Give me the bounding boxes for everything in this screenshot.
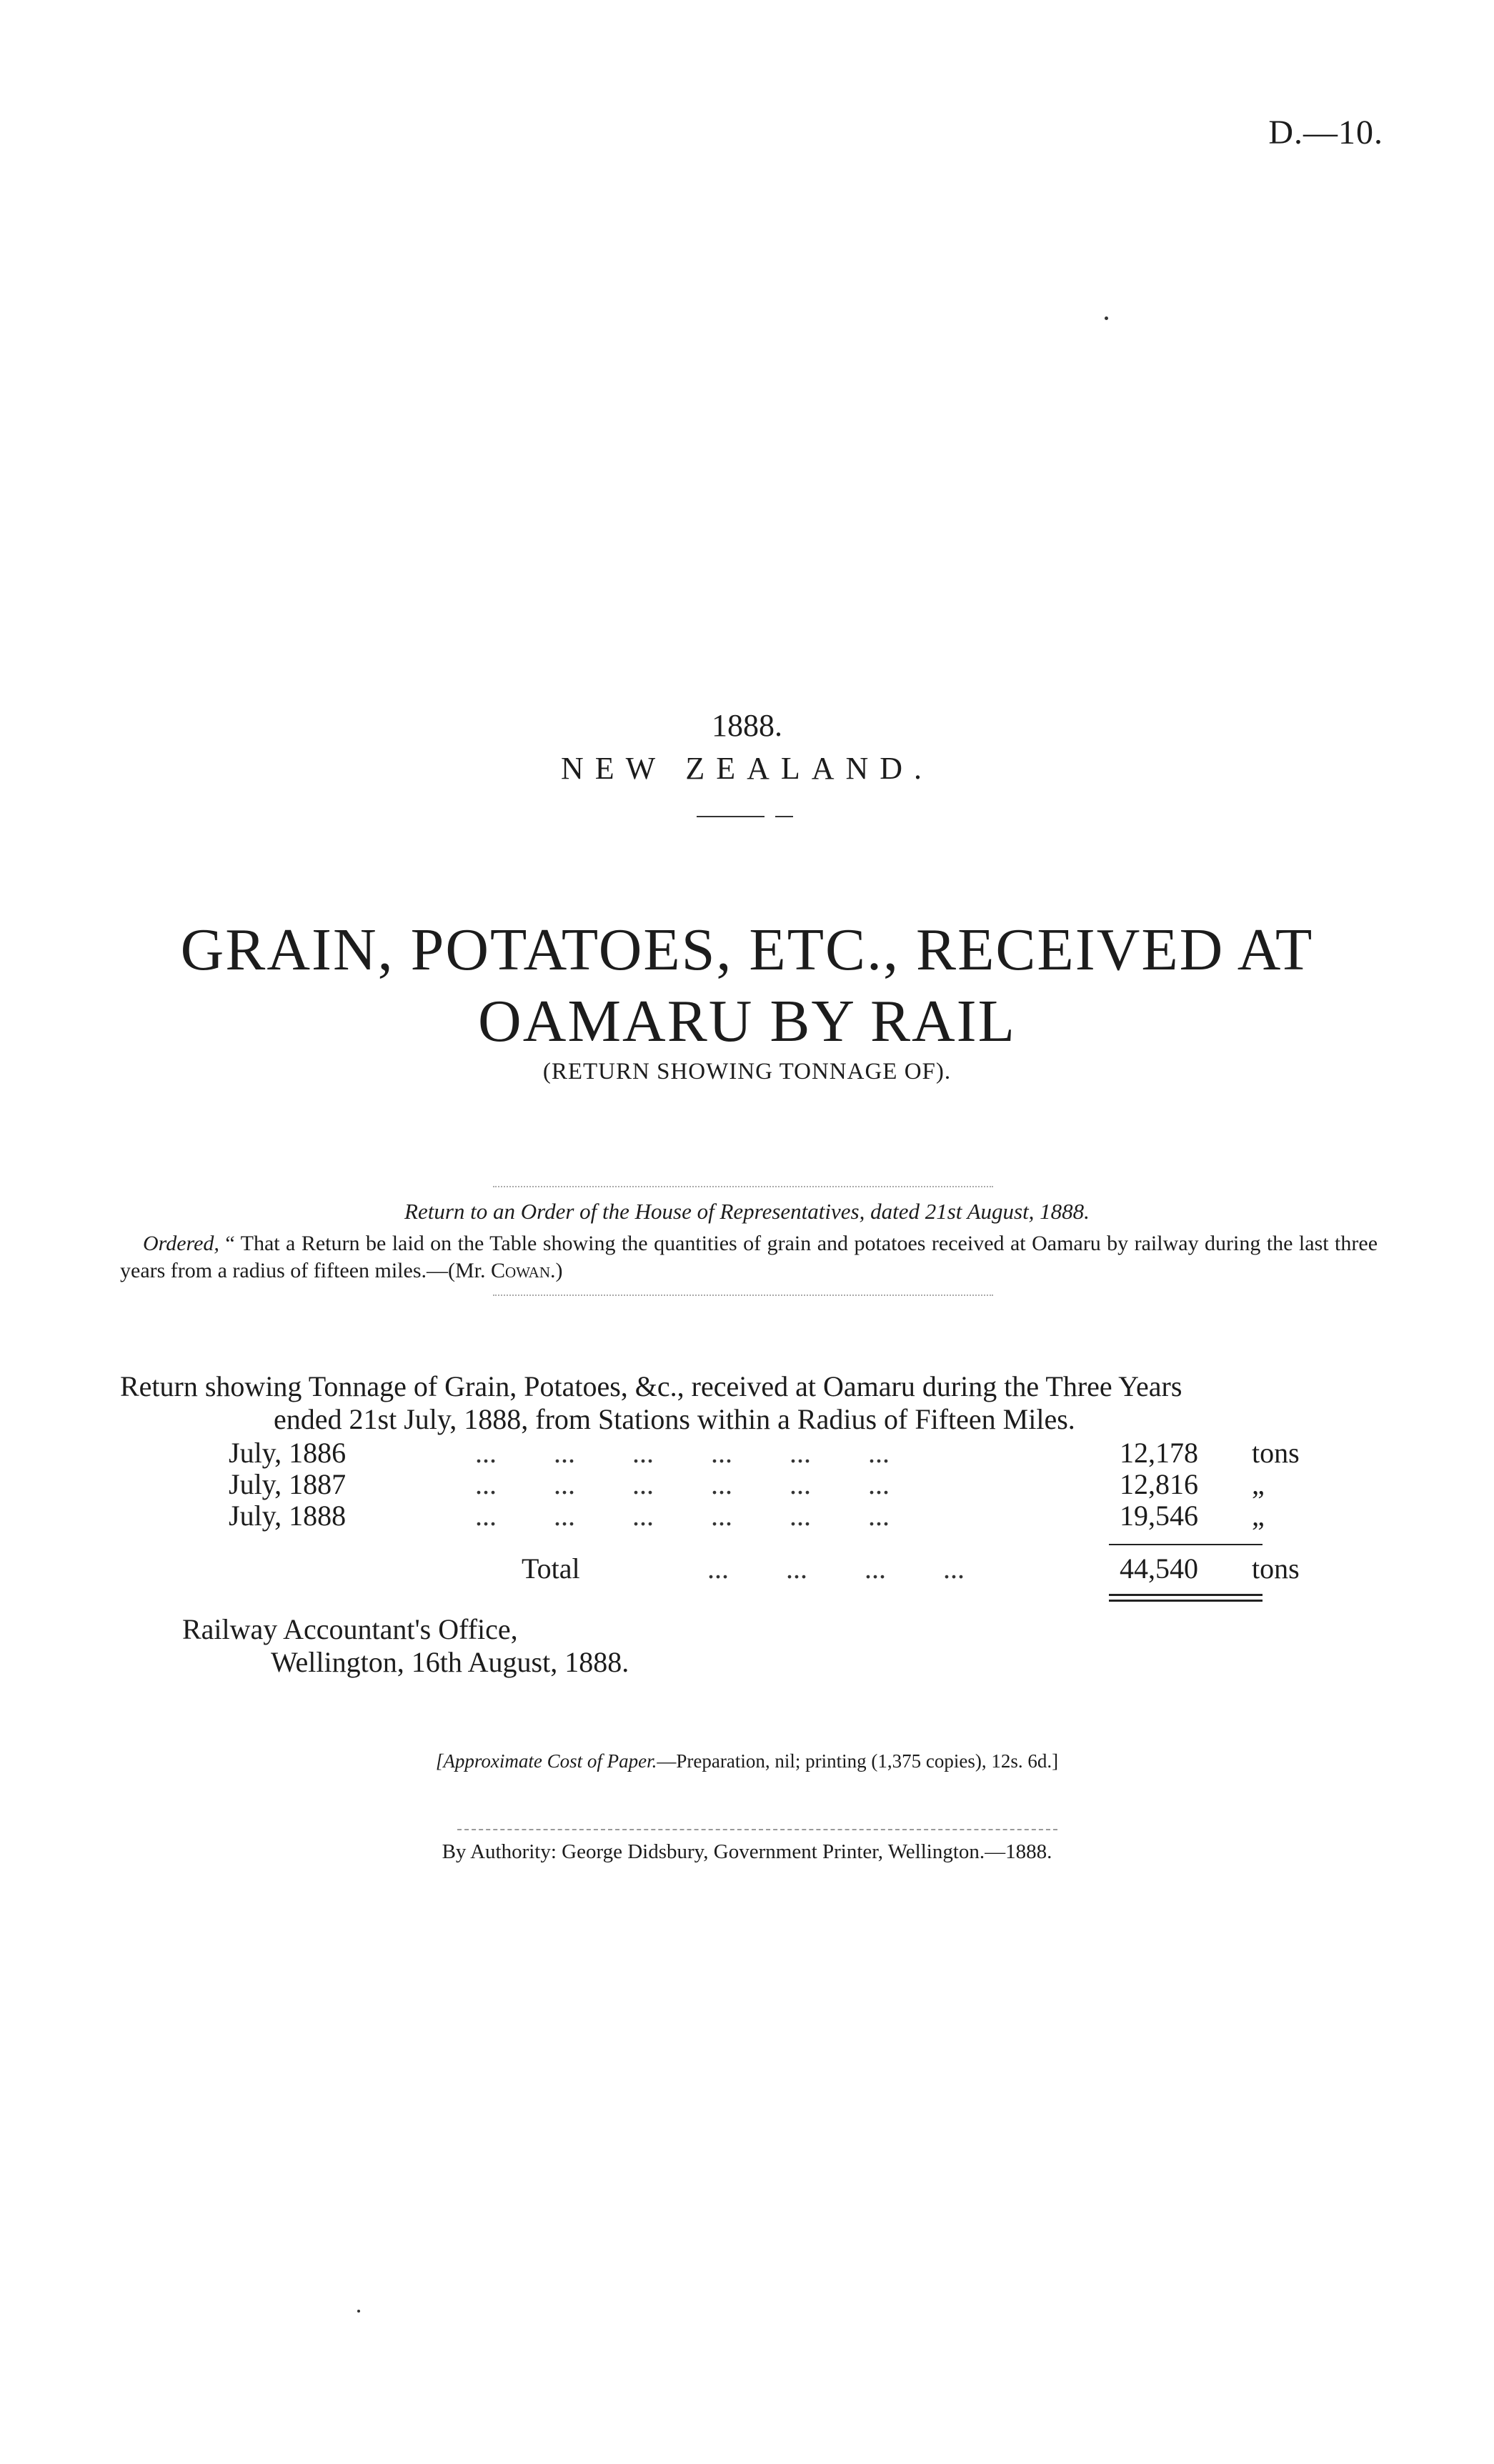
order-heading: Return to an Order of the House of Representatives, dated 21st August, 1888.	[404, 1199, 1090, 1224]
row-unit: „	[1252, 1468, 1265, 1500]
office-line1: Railway Accountant's Office,	[182, 1613, 518, 1645]
divider	[457, 1829, 1057, 1830]
total-unit: tons	[1252, 1552, 1300, 1585]
cost-label: [Approximate Cost of Paper.	[435, 1750, 657, 1772]
return-heading-line1: Return showing Tonnage of Grain, Potatoes, &c., received at Oamaru during the Three Years	[120, 1370, 1182, 1402]
row-unit: „	[1252, 1500, 1265, 1532]
office-line2: Wellington, 16th August, 1888.	[271, 1646, 629, 1678]
ordered-label: Ordered,	[143, 1232, 219, 1255]
ordered-close: .)	[550, 1259, 563, 1282]
document-subtitle: (RETURN SHOWING TONNAGE OF).	[542, 1059, 952, 1084]
year: 1888.	[712, 708, 782, 743]
country: NEW ZEALAND.	[560, 751, 934, 786]
total-label: Total	[522, 1552, 580, 1585]
return-heading	[120, 1370, 1378, 1436]
total-rule	[1109, 1594, 1263, 1596]
document-title: GRAIN, POTATOES, ETC., RECEIVED AT OAMARU BY RAIL	[180, 917, 1314, 1054]
divider	[775, 816, 793, 817]
table-row	[229, 1467, 1300, 1500]
ink-speck	[357, 2310, 360, 2313]
order-text	[120, 1230, 1378, 1285]
page-reference: D.—10.	[1268, 114, 1383, 151]
cost-note	[0, 1750, 1494, 1772]
row-unit: tons	[1252, 1437, 1300, 1469]
office-signature	[182, 1613, 629, 1679]
total-leader-dots: ... ... ... ...	[707, 1552, 965, 1585]
ink-speck	[1105, 316, 1108, 320]
cost-text: —Preparation, nil; printing (1,375 copies), 12s. 6d.]	[657, 1750, 1059, 1772]
row-label: July, 1887	[229, 1468, 347, 1500]
total-value: 44,540	[1120, 1552, 1198, 1585]
divider	[493, 1186, 993, 1187]
row-leader-dots: ... ... ... ... ... ...	[475, 1500, 890, 1532]
ordered-body: “ That a Return be laid on the Table showing the quantities of grain and potatoes received at Oamaru by railway during the last three years from a radius of fifteen miles.—(Mr.	[120, 1232, 1378, 1282]
total-rule	[1109, 1600, 1263, 1602]
divider	[493, 1295, 993, 1296]
row-value: 12,816	[1120, 1468, 1198, 1500]
table-row	[229, 1436, 1300, 1469]
total-row	[229, 1552, 1300, 1585]
sum-rule	[1109, 1544, 1263, 1545]
row-label: July, 1886	[229, 1437, 347, 1469]
row-leader-dots: ... ... ... ... ... ...	[475, 1437, 890, 1469]
printer-imprint: By Authority: George Didsbury, Government Printer, Wellington.—1888.	[442, 1840, 1052, 1863]
return-heading-line2: ended 21st July, 1888, from Stations within a Radius of Fifteen Miles.	[274, 1403, 1075, 1435]
row-leader-dots: ... ... ... ... ... ...	[475, 1468, 890, 1500]
divider	[697, 816, 765, 817]
mover-name: Cowan	[491, 1259, 551, 1282]
row-label: July, 1888	[229, 1500, 347, 1532]
row-value: 19,546	[1120, 1500, 1198, 1532]
row-value: 12,178	[1120, 1437, 1198, 1469]
table-row	[229, 1499, 1300, 1532]
